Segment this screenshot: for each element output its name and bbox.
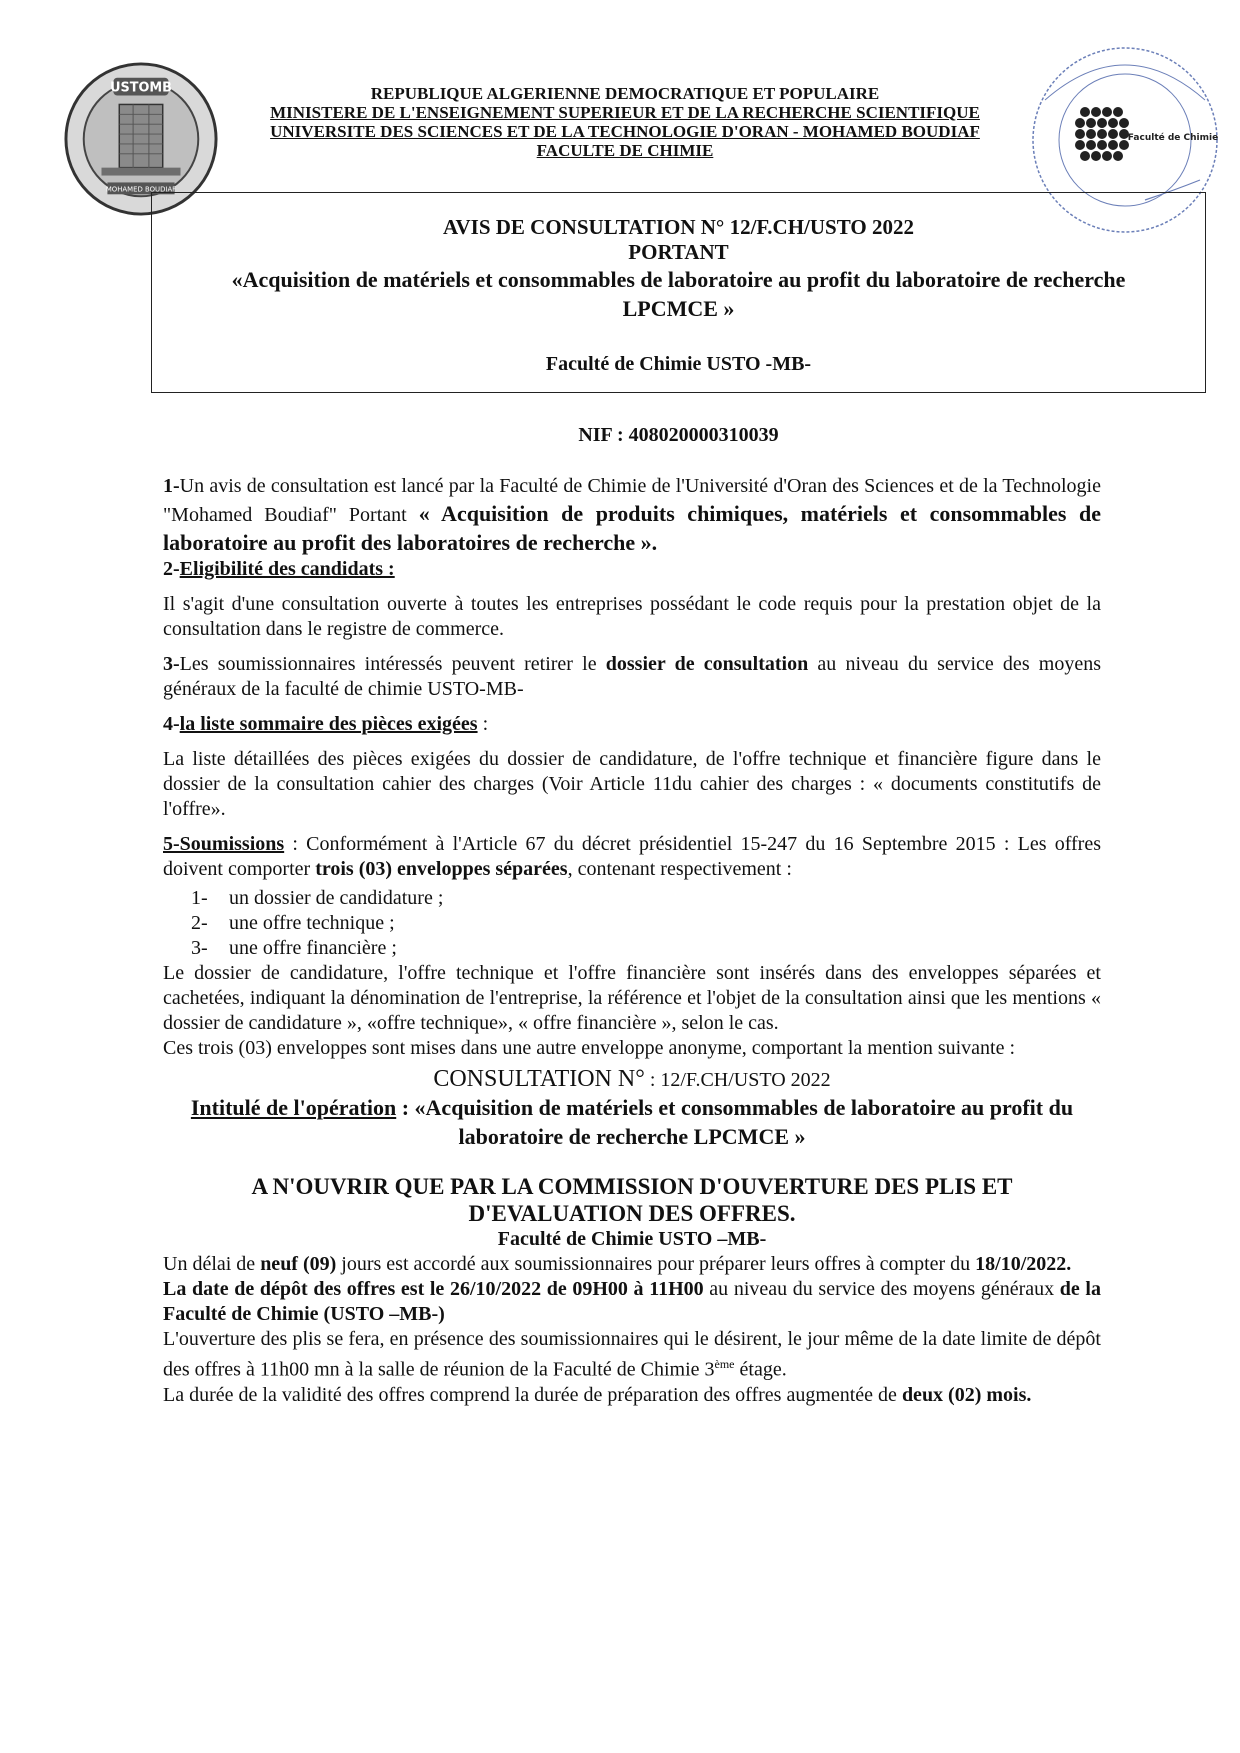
- title-box: [151, 192, 1206, 393]
- nif-number: NIF : 408020000310039: [578, 424, 779, 446]
- section-5-text2: , contenant respectivement :: [567, 858, 792, 880]
- section-3-pre: Les soumissionnaires intéressés peuvent retirer le: [179, 653, 606, 675]
- section-3-bold: dossier de consultation: [605, 653, 809, 675]
- closing-opening: L'ouverture des plis se fera, en présence des soumissionnaires qui le désirent, le jour même de la date limite de dépôt des offres à 11h00 mn à la salle de réunion de la Faculté de Chimie 3ème étage.: [163, 1328, 1101, 1381]
- document-body: [163, 474, 1101, 1408]
- section-1: [163, 474, 1101, 557]
- section-5: [163, 832, 1101, 882]
- logo-bottom-text: MOHAMED BOUDIAF: [105, 185, 177, 194]
- consultation-title: AVIS DE CONSULTATION N° 12/F.CH/USTO 2022: [443, 215, 914, 239]
- section-2-number: 2-: [163, 558, 180, 580]
- closing-validity: La durée de la validité des offres comprend la durée de préparation des offres augmentée de deux (02) mois.: [163, 1383, 1032, 1406]
- envelope-intitule: [163, 1093, 1101, 1151]
- portant-label: PORTANT: [628, 240, 729, 264]
- section-2-heading: [163, 557, 1101, 582]
- section-5-para3: Ces trois (03) enveloppes sont mises dans une autre enveloppe anonyme, comportant la mention suivante :: [163, 1037, 1016, 1059]
- title-box-faculty: Faculté de Chimie USTO -MB-: [545, 353, 812, 375]
- closing-deadline: Un délai de neuf (09) jours est accordé aux soumissionnaires pour préparer leurs offres à compter du 18/10/2022.: [163, 1253, 1072, 1275]
- section-3: [163, 652, 1101, 702]
- envelope-faculty: Faculté de Chimie USTO –MB-: [497, 1228, 767, 1250]
- consultation-object: «Acquisition de matériels et consommables de laboratoire au profit du laboratoire de recherche LPCMCE »: [231, 267, 1126, 321]
- envelope-consult-label: CONSULTATION N°: [433, 1066, 645, 1092]
- section-1-object: « Acquisition de produits chimiques, matériels et consommables de laboratoire au profit des laboratoires de recherche ».: [163, 501, 1101, 555]
- header-faculty: FACULTE DE CHIMIE: [536, 141, 714, 160]
- header-ministry: MINISTERE DE L'ENSEIGNEMENT SUPERIEUR ET DE LA RECHERCHE SCIENTIFIQUE: [270, 103, 980, 122]
- document-header: [240, 84, 1010, 160]
- section-4-title: la liste sommaire des pièces exigées: [179, 713, 478, 735]
- envelope-warning: A N'OUVRIR QUE PAR LA COMMISSION D'OUVERTURE DES PLIS ET D'EVALUATION DES OFFRES.: [251, 1174, 1013, 1226]
- envelope-consult-value: : 12/F.CH/USTO 2022: [644, 1069, 831, 1091]
- section-5-title: 5-Soumissions: [163, 833, 285, 855]
- section-5-bold: trois (03) enveloppes séparées: [315, 858, 568, 880]
- section-4-number: 4-: [163, 713, 180, 735]
- section-2-text: Il s'agit d'une consultation ouverte à toutes les entreprises possédant le code requis pour la prestation objet de la consultation dans le registre de commerce.: [163, 593, 1101, 640]
- section-3-number: 3-: [163, 653, 180, 675]
- section-4-text: La liste détaillées des pièces exigées du dossier de candidature, de l'offre technique et financière figure dans le dossier de la consultation cahier des charges (Voir Article 11du cahier des charges : « documents constitutifs de l'offre».: [163, 748, 1101, 820]
- section-5-para2: Le dossier de candidature, l'offre technique et l'offre financière sont insérés dans des enveloppes séparées et cachetées, indiquant la dénomination de l'entreprise, la référence et l'objet de la consultation ainsi que les mentions « dossier de candidature », «offre technique», « offre financière », selon le cas.: [163, 962, 1101, 1034]
- section-2-title: Eligibilité des candidats :: [179, 558, 395, 580]
- header-republic: REPUBLIQUE ALGERIENNE DEMOCRATIQUE ET POPULAIRE: [370, 84, 880, 103]
- header-university: UNIVERSITE DES SCIENCES ET DE LA TECHNOLOGIE D'ORAN - MOHAMED BOUDIAF: [270, 122, 980, 141]
- stamp-label: Faculté de Chimie: [1127, 133, 1219, 143]
- envelope-intitule-label: Intitulé de l'opération: [190, 1095, 397, 1120]
- list-item: 1- un dossier de candidature ;: [191, 887, 444, 909]
- closing-deposit: La date de dépôt des offres est le 26/10/2022 de 09H00 à 11H00 au niveau du service des moyens généraux de la Faculté de Chimie (USTO –MB-): [163, 1278, 1101, 1325]
- envelope-intitule-text: : «Acquisition de matériels et consommables de laboratoire au profit du laboratoire de recherche LPCMCE »: [396, 1095, 1074, 1149]
- section-3-post: au niveau du service des moyens généraux de la faculté de chimie USTO-MB-: [163, 653, 1101, 700]
- section-1-text: Un avis de consultation est lancé par la Faculté de Chimie de l'Université d'Oran des Sciences et de la Technologie "Mohamed Boudiaf" Portant: [163, 475, 1101, 526]
- logo-text: USTOMB: [110, 80, 172, 96]
- list-item: 3- une offre financière ;: [191, 937, 397, 959]
- section-4-colon: :: [477, 713, 489, 735]
- envelope-list: [191, 886, 1101, 961]
- list-item: 2- une offre technique ;: [191, 912, 395, 934]
- section-4-heading: [163, 712, 1101, 737]
- section-1-number: 1-: [163, 475, 180, 497]
- section-5-text1: : Conformément à l'Article 67 du décret présidentiel 15-247 du 16 Septembre 2015 : Les offres doivent comporter: [163, 833, 1101, 880]
- envelope-consultation: [163, 1067, 1101, 1093]
